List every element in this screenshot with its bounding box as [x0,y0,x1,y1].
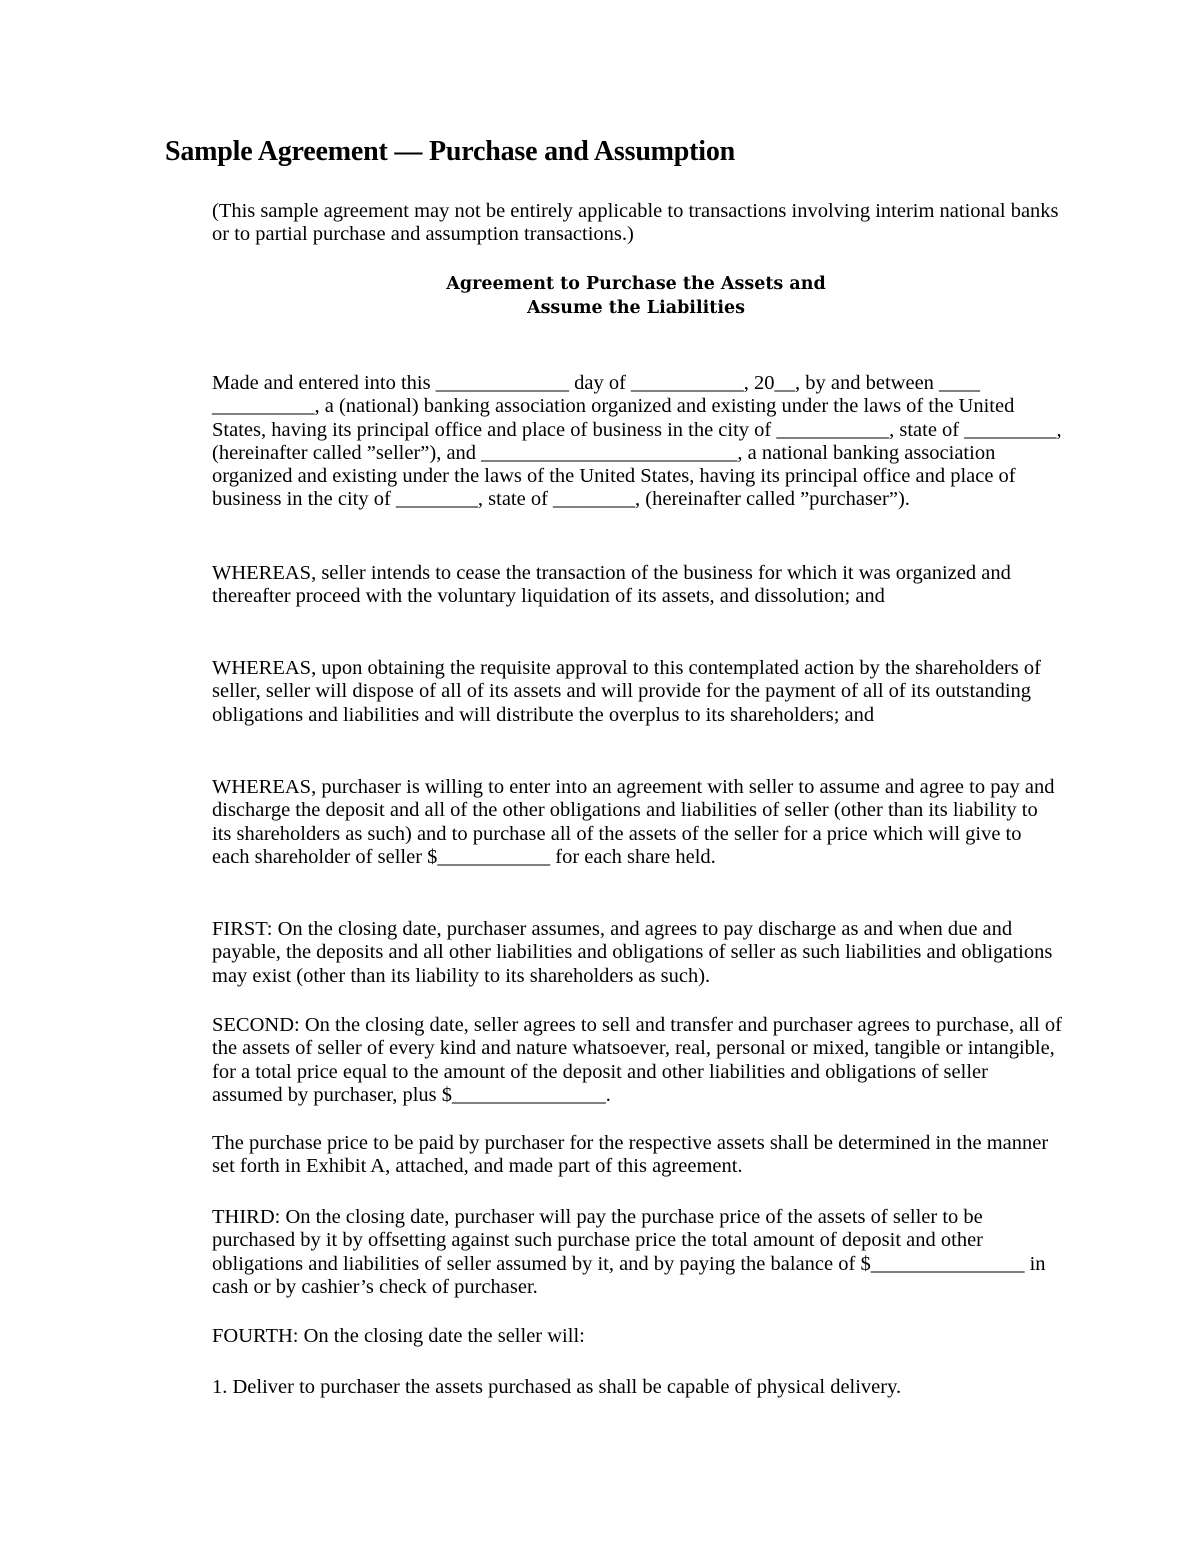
agreement-heading [212,273,1060,320]
list-item-1: 1. Deliver to purchaser the assets purchased as shall be capable of physical delivery. [212,1376,902,1398]
paragraph-fourth: FOURTH: On the closing date the seller will: [212,1325,585,1347]
paragraph-second: SECOND: On the closing date, seller agrees to sell and transfer and purchaser agrees to purchase, all of the assets of seller of every kind and nature whatsoever, real, personal or mixed, tangible or intangible, for a total price equal to the amount of the deposit and other liabilities and obligations of seller assumed by purchaser, plus $_______________. [212,1014,1062,1106]
document-title: Sample Agreement — Purchase and Assumption [165,136,736,167]
paragraph-third: THIRD: On the closing date, purchaser will pay the purchase price of the assets of seller to be purchased by it by offsetting against such purchase price the total amount of deposit and other obligations and liabilities of seller assumed by it, and by paying the balance of $_______________ in cash or by cashier’s check of purchaser. [212,1206,1046,1298]
paragraph-parties: Made and entered into this _____________ day of ___________, 20__, by and between ____ __________, a (national) banking association organized and existing under the laws of the United States, having its principal office and place of business in the city of ___________, state of _________, (hereinafter called ”seller”), and _________________________, a national banking association organized and existing under the laws of the United States, having its principal office and place of business in the city of ________, state of ________, (hereinafter called ”purchaser”). [212,372,1062,511]
agreement-heading-line-2: Assume the Liabilities [527,297,745,318]
paragraph-whereas-3: WHEREAS, purchaser is willing to enter into an agreement with seller to assume and agree to pay and discharge the deposit and all of the other obligations and liabilities of seller (other than its liability to its shareholders as such) and to purchase all of the assets of the seller for a price which will give to each shareholder of seller $___________ for each share held. [212,776,1055,868]
paragraph-purchase-price: The purchase price to be paid by purchaser for the respective assets shall be determined in the manner set forth in Exhibit A, attached, and made part of this agreement. [212,1132,1049,1178]
paragraph-whereas-1: WHEREAS, seller intends to cease the transaction of the business for which it was organized and thereafter proceed with the voluntary liquidation of its assets, and dissolution; and [212,562,1011,608]
paragraph-whereas-2: WHEREAS, upon obtaining the requisite approval to this contemplated action by the shareholders of seller, seller will dispose of all of its assets and will provide for the payment of all of its outstanding obligations and liabilities and will distribute the overplus to its shareholders; and [212,657,1041,726]
paragraph-first: FIRST: On the closing date, purchaser assumes, and agrees to pay discharge as and when due and payable, the deposits and all other liabilities and obligations of seller as such liabilities and obligations may exist (other than its liability to its shareholders as such). [212,918,1053,987]
preamble-note: (This sample agreement may not be entirely applicable to transactions involving interim national banks or to partial purchase and assumption transactions.) [212,200,1059,246]
agreement-heading-line-1: Agreement to Purchase the Assets and [446,274,826,294]
